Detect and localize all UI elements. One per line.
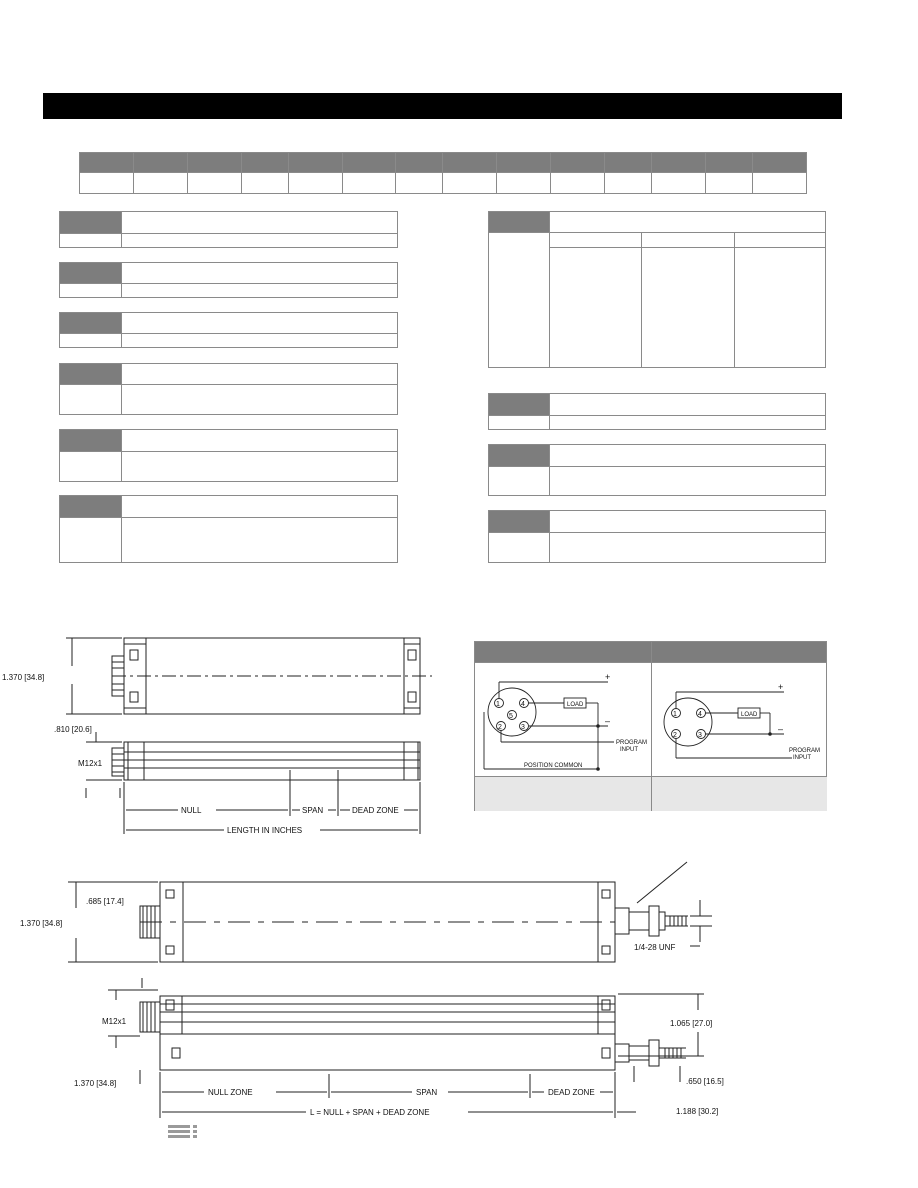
plus-label-1: + [605,672,611,682]
thread-rod-label: 1/4-28 UNF [634,943,676,952]
position-common-label: POSITION COMMON [524,763,583,769]
pin-4p-5: 5 [509,713,513,720]
pin-3p-4: 4 [698,711,702,718]
option-box-2 [59,262,398,298]
pin-4p-2: 2 [498,724,502,731]
plus-label-2: + [778,682,784,692]
thread-label-b: M12x1 [102,1017,127,1026]
option-box-5 [59,429,398,482]
dim-rod-height-label: 1.065 [27.0] [670,1019,713,1028]
spec-grid-table [79,152,807,194]
pin-4p-4: 4 [521,701,525,708]
option-box-r2 [488,393,826,430]
length-label: LENGTH IN INCHES [227,826,303,835]
minus-label-1: – [605,716,611,726]
option-box-1 [59,211,398,248]
null-label: NULL [181,806,202,815]
sensor-dimension-drawing-compact [0,620,440,845]
dead-zone-label: DEAD ZONE [352,806,399,815]
program-label-1: PROGRAM [616,740,648,746]
brand-logo-icon [168,1125,200,1141]
dim-height-label: 1.370 [34.8] [2,673,45,682]
dim-height-label-b: 1.370 [34.8] [20,919,63,928]
option-box-r3 [488,444,826,496]
span-label-b: SPAN [416,1088,438,1097]
pin-4p-1: 1 [496,701,500,708]
null-zone-label: NULL ZONE [208,1088,253,1097]
dim-height-label-b2: 1.370 [34.8] [74,1079,117,1088]
sensor-dimension-drawing-rod [0,860,760,1145]
minus-label-2: – [778,724,784,734]
dim-rod-len-label: .650 [16.5] [686,1077,724,1086]
load-label-2: LOAD [741,712,758,718]
wiring-diagrams [474,662,827,774]
option-box-3 [59,312,398,348]
option-box-6 [59,495,398,563]
pin-3p-1: 1 [673,711,677,718]
load-label-1: LOAD [567,702,584,708]
dim-offset-label-b: 1.188 [30.2] [676,1107,719,1116]
dim-half-label: .685 [17.4] [86,897,124,906]
pin-3p-3: 3 [698,732,702,739]
option-box-output-table [488,211,826,368]
option-box-r4 [488,510,826,563]
dim-offset-label: .810 [20.6] [54,725,92,734]
thread-label: M12x1 [78,759,103,768]
pin-4p-3: 3 [521,724,525,731]
span-label: SPAN [302,806,324,815]
input-label-1: INPUT [620,747,638,753]
program-label-2: PROGRAM [789,748,821,754]
dead-zone-label-b: DEAD ZONE [548,1088,595,1097]
formula-label: L = NULL + SPAN + DEAD ZONE [310,1108,430,1117]
pin-3p-2: 2 [673,732,677,739]
option-box-4 [59,363,398,415]
section-header-bar [43,93,842,119]
input-label-2: INPUT [793,755,811,761]
